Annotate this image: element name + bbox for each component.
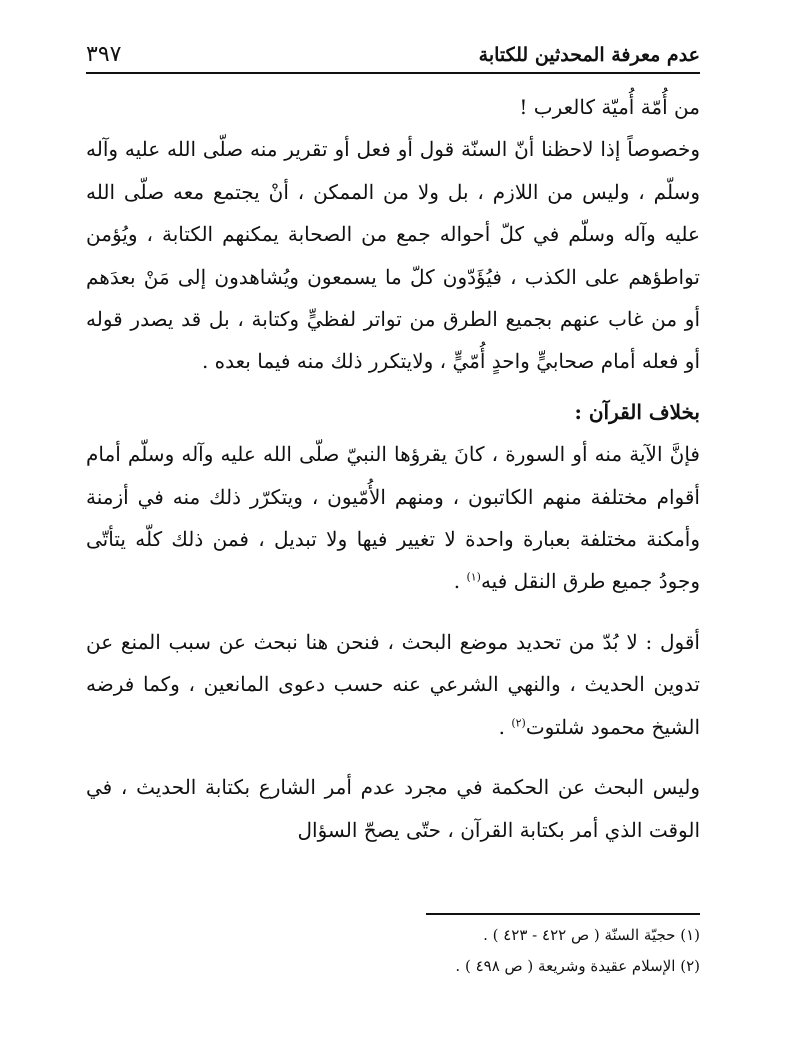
section-heading: بخلاف القرآن : (574, 399, 700, 424)
body-text (86, 86, 700, 851)
footnote-ref: (١) (466, 570, 481, 584)
paragraph: وليس البحث عن الحكمة في مجرد عدم أمر الشارع بكتابة الحديث ، في الوقت الذي أمر بكتابة القرآن ، حتّى يصحّ السؤال (86, 775, 700, 842)
footnote-rule (426, 913, 700, 915)
paragraph (86, 433, 700, 603)
paragraph: وخصوصاً إذا لاحظنا أنّ السنّة قول أو فعل أو تقرير منه صلّى الله عليه وآله وسلّم ، وليس من اللازم ، بل ولا من الممكن ، أنْ يجتمع معه صلّى الله عليه وآله وسلّم في كلّ أحواله جمع من الصحابة يمكنهم الكتابة ، ويُؤمن تواطؤهم على الكذب ، فيُؤَدّون كلّ ما يسمعون ويُشاهدون إلى مَنْ بعدَهم أو من غاب عنهم بجميع الطرق من تواتر لفظيٍّ وكتابة ، بل قد يصدر قوله أو فعله أمام صحابيٍّ واحدٍ أُمّيٍّ ، ولايتكرر ذلك منه فيما بعده . (86, 137, 700, 374)
footnote: (١) حجيّة السنّة ( ص ٤٢٢ - ٤٢٣ ) . (483, 926, 700, 944)
paragraph-end: . (498, 714, 512, 739)
footnotes (86, 920, 700, 982)
running-title: عدم معرفة المحدثين للكتابة (478, 44, 700, 67)
footnote: (٢) الإسلام عقيدة وشريعة ( ص ٤٩٨ ) . (455, 957, 700, 975)
header-rule (86, 72, 700, 74)
paragraph-end: . (453, 569, 467, 594)
paragraph-text: أقول : لا بُدّ من تحديد موضع البحث ، فنحن هنا نبحث عن سبب المنع عن تدوين الحديث ، والنهي الشرعي عنه حسب دعوى المانعين ، وكما فرضه الشيخ محمود شلتوت (86, 629, 700, 739)
running-header (86, 28, 700, 68)
paragraph: من أُمّة أُميّة كالعرب ! (519, 95, 700, 119)
paragraph-text: فإنَّ الآية منه أو السورة ، كانَ يقرؤها النبيّ صلّى الله عليه وآله وسلّم أمام أقوام مختلفة منهم الكاتبون ، ومنهم الأُمّيون ، ويتكرّر ذلك منه في أزمنة وأمكنة مختلفة بعبارة واحدة لا تغيير فيها ولا تبديل ، فمن ذلك كلّه يتأتّى وجودُ جميع طرق النقل فيه (86, 442, 700, 594)
footnote-ref: (٢) (511, 716, 526, 730)
page-number: ٣٩٧ (86, 41, 122, 67)
paragraph (86, 621, 700, 748)
